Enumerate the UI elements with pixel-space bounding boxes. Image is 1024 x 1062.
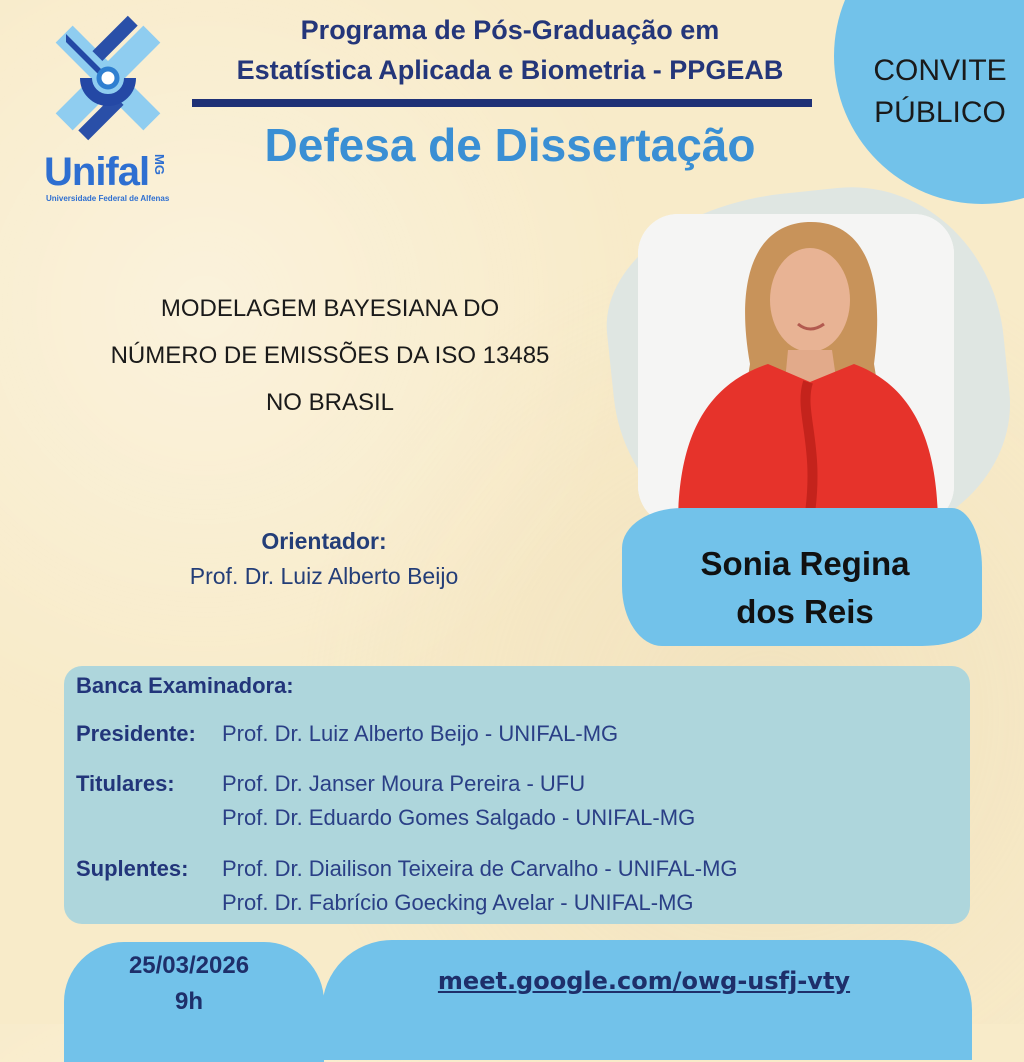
candidate-name xyxy=(640,540,970,636)
event-title: Defesa de Dissertação xyxy=(264,119,756,171)
thesis-title-line3: NO BRASIL xyxy=(265,389,395,416)
committee-titulares-label: Titulares: xyxy=(76,771,175,796)
candidate-portrait-icon xyxy=(638,214,954,526)
committee-titular-member: Prof. Dr. Janser Moura Pereira - UFU xyxy=(222,771,586,796)
thesis-title-line1: MODELAGEM BAYESIANA DO xyxy=(160,295,500,322)
event-date: 25/03/2026 xyxy=(128,952,250,979)
committee-president-label: Presidente: xyxy=(76,721,196,746)
unifal-logo-mark-icon xyxy=(44,14,172,142)
thesis-title-line2: NÚMERO DE EMISSÕES DA ISO 13485 xyxy=(110,342,550,369)
logo-subtitle: Universidade Federal de Alfenas xyxy=(46,194,170,203)
committee-suplente-member: Prof. Dr. Fabrício Goecking Avelar - UNIFAL-MG xyxy=(222,890,694,915)
committee-title: Banca Examinadora: xyxy=(76,673,294,698)
candidate-name-line2: dos Reis xyxy=(736,593,874,630)
invite-badge-line1: CONVITE xyxy=(873,54,1007,87)
committee-titular-member: Prof. Dr. Eduardo Gomes Salgado - UNIFAL-MG xyxy=(222,805,696,830)
thesis-title xyxy=(40,285,620,426)
event-time: 9h xyxy=(174,988,203,1015)
committee-suplente-member: Prof. Dr. Diailison Teixeira de Carvalho - UNIFAL-MG xyxy=(222,856,738,881)
meeting-link[interactable]: meet.google.com/owg-usfj-vty xyxy=(437,967,851,995)
unifal-logo xyxy=(44,14,178,203)
candidate-name-line1: Sonia Regina xyxy=(700,545,910,582)
candidate-photo xyxy=(638,214,954,526)
advisor-heading: Orientador: xyxy=(261,528,387,554)
committee-suplentes-label: Suplentes: xyxy=(76,856,189,881)
program-name-line2: Estatística Aplicada e Biometria - PPGEAB xyxy=(236,55,784,85)
logo-state-mark: MG xyxy=(152,154,167,175)
program-name-line1: Programa de Pós-Graduação em xyxy=(300,15,720,45)
meeting-link-box xyxy=(322,940,972,1060)
invite-badge-label xyxy=(852,50,1024,134)
header-divider xyxy=(192,99,812,107)
committee-president-member: Prof. Dr. Luiz Alberto Beijo - UNIFAL-MG xyxy=(222,721,619,746)
invite-badge-line2: PÚBLICO xyxy=(874,96,1006,129)
logo-wordmark: Unifal xyxy=(44,150,150,194)
advisor-name: Prof. Dr. Luiz Alberto Beijo xyxy=(189,563,459,589)
